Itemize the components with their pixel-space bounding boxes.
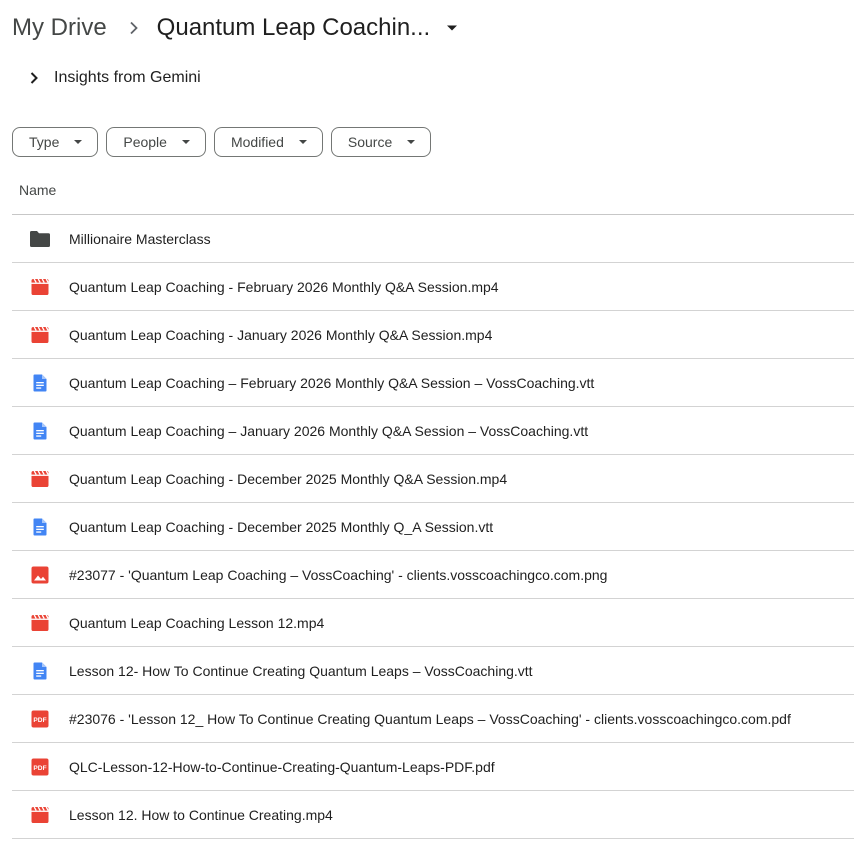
file-row[interactable] <box>12 551 854 599</box>
file-row[interactable] <box>12 263 854 311</box>
video-file-icon <box>28 323 52 347</box>
filter-source[interactable] <box>331 127 431 157</box>
file-name: #23077 - 'Quantum Leap Coaching – VossCoaching' - clients.vosscoachingco.com.png <box>69 566 608 583</box>
text-document-icon <box>28 371 52 395</box>
filter-people-label: People <box>123 134 167 150</box>
file-name: Quantum Leap Coaching - December 2025 Monthly Q_A Session.vtt <box>69 518 494 535</box>
file-row[interactable] <box>12 791 854 839</box>
current-folder-title: Quantum Leap Coachin... <box>156 14 431 41</box>
video-file-icon <box>28 611 52 635</box>
file-name: #23076 - 'Lesson 12_ How To Continue Creating Quantum Leaps – VossCoaching' - clients.vosscoachingco.com.pdf <box>69 710 791 727</box>
folder-row[interactable] <box>12 215 854 263</box>
file-name: Millionaire Masterclass <box>69 230 211 247</box>
filter-source-label: Source <box>347 134 393 150</box>
file-list <box>12 215 854 839</box>
file-row[interactable] <box>12 407 854 455</box>
video-file-icon <box>28 467 52 491</box>
file-row[interactable] <box>12 695 854 743</box>
file-row[interactable] <box>12 455 854 503</box>
image-file-icon <box>28 563 52 587</box>
text-document-icon <box>28 659 52 683</box>
file-name: Quantum Leap Coaching – January 2026 Monthly Q&A Session – VossCoaching.vtt <box>69 422 589 439</box>
file-name: Quantum Leap Coaching – February 2026 Monthly Q&A Session – VossCoaching.vtt <box>69 374 595 391</box>
file-name: Lesson 12- How To Continue Creating Quantum Leaps – VossCoaching.vtt <box>69 662 533 679</box>
file-row[interactable] <box>12 311 854 359</box>
file-name: Quantum Leap Coaching Lesson 12.mp4 <box>69 614 325 631</box>
file-row[interactable] <box>12 647 854 695</box>
caret-down-icon <box>181 137 191 147</box>
file-row[interactable] <box>12 503 854 551</box>
insights-label: Insights from Gemini <box>54 69 201 86</box>
folder-icon <box>28 227 52 251</box>
svg-text:PDF: PDF <box>33 764 47 772</box>
column-header-name[interactable]: Name <box>19 182 57 198</box>
chevron-right-icon <box>20 64 48 92</box>
filter-type[interactable] <box>12 127 98 157</box>
chevron-right-icon <box>119 8 149 48</box>
file-name: Quantum Leap Coaching - February 2026 Monthly Q&A Session.mp4 <box>69 278 499 295</box>
video-file-icon <box>28 803 52 827</box>
filter-bar <box>12 127 431 157</box>
caret-down-icon <box>73 137 83 147</box>
pdf-file-icon <box>28 707 52 731</box>
file-row[interactable] <box>12 743 854 791</box>
filter-type-label: Type <box>29 134 60 150</box>
file-name: Quantum Leap Coaching - January 2026 Monthly Q&A Session.mp4 <box>69 326 493 343</box>
video-file-icon <box>28 275 52 299</box>
caret-down-icon <box>440 16 464 40</box>
file-row[interactable] <box>12 599 854 647</box>
pdf-file-icon <box>28 755 52 779</box>
file-name: Lesson 12. How to Continue Creating.mp4 <box>69 806 333 823</box>
filter-people[interactable] <box>106 127 206 157</box>
caret-down-icon <box>406 137 416 147</box>
current-folder-dropdown[interactable] <box>157 14 465 42</box>
caret-down-icon <box>298 137 308 147</box>
breadcrumb-my-drive[interactable]: My Drive <box>12 14 107 41</box>
insights-toggle[interactable] <box>20 62 201 94</box>
file-name: Quantum Leap Coaching - December 2025 Monthly Q&A Session.mp4 <box>69 470 508 487</box>
filter-modified-label: Modified <box>230 134 284 150</box>
file-name: QLC-Lesson-12-How-to-Continue-Creating-Quantum-Leaps-PDF.pdf <box>69 758 495 775</box>
file-row[interactable] <box>12 359 854 407</box>
text-document-icon <box>28 419 52 443</box>
filter-modified[interactable] <box>214 127 323 157</box>
text-document-icon <box>28 515 52 539</box>
svg-text:PDF: PDF <box>33 716 47 724</box>
breadcrumb <box>12 8 464 48</box>
